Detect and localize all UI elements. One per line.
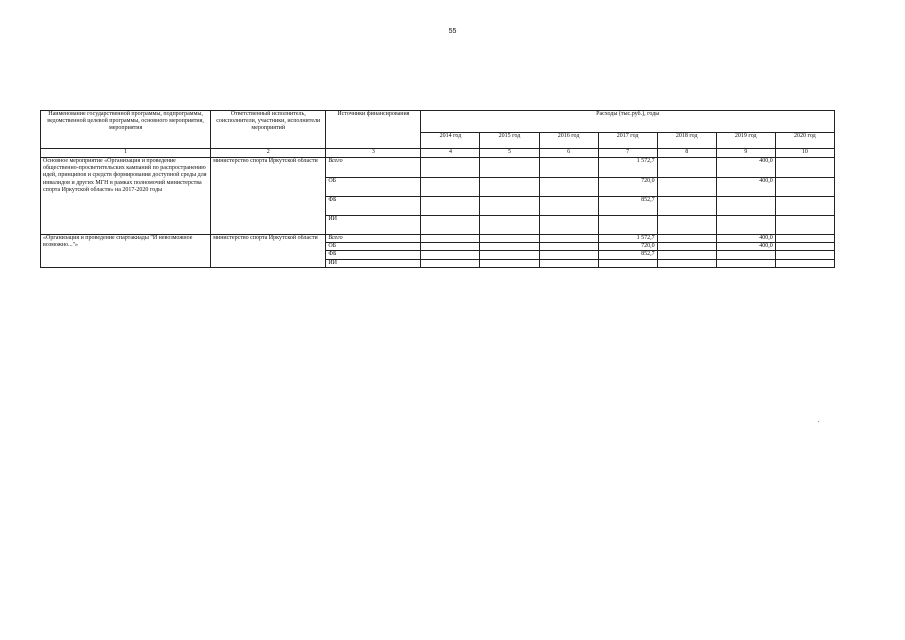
amount-cell: [421, 197, 480, 216]
amount-cell: [480, 251, 539, 259]
amount-cell: [421, 216, 480, 235]
table-row: [41, 235, 835, 243]
amount-cell: [716, 216, 775, 235]
amount-cell: [716, 251, 775, 259]
amount-cell: [775, 243, 834, 251]
amount-cell: 720,0: [598, 243, 657, 251]
amount-cell: [775, 197, 834, 216]
source-cell: ОБ: [326, 178, 421, 197]
table-row: [41, 158, 835, 178]
page-number: 55: [448, 28, 457, 35]
header-year: 2018 год: [657, 133, 716, 149]
amount-cell: [480, 259, 539, 267]
amount-cell: [421, 178, 480, 197]
column-number: 6: [539, 149, 598, 158]
source-cell: ФБ: [326, 251, 421, 259]
amount-cell: [657, 259, 716, 267]
source-cell: Всего: [326, 235, 421, 243]
amount-cell: [480, 243, 539, 251]
amount-cell: [480, 197, 539, 216]
amount-cell: [539, 251, 598, 259]
amount-cell: [775, 178, 834, 197]
header-year: 2019 год: [716, 133, 775, 149]
source-cell: ФБ: [326, 197, 421, 216]
scan-speck: [818, 421, 819, 422]
budget-table: [40, 110, 835, 268]
source-cell: ИИ: [326, 259, 421, 267]
amount-cell: 400,0: [716, 158, 775, 178]
amount-cell: [775, 235, 834, 243]
column-number: 2: [211, 149, 326, 158]
amount-cell: [480, 178, 539, 197]
amount-cell: 400,0: [716, 235, 775, 243]
header-year: 2014 год: [421, 133, 480, 149]
column-number: 1: [41, 149, 211, 158]
column-number: 5: [480, 149, 539, 158]
amount-cell: [539, 235, 598, 243]
amount-cell: [657, 158, 716, 178]
executor-cell: министерство спорта Иркутской области: [211, 235, 326, 268]
column-numbers-row: [41, 149, 835, 158]
header-row: [41, 111, 835, 133]
amount-cell: 720,0: [598, 178, 657, 197]
source-cell: ИИ: [326, 216, 421, 235]
amount-cell: [480, 158, 539, 178]
header-year: 2016 год: [539, 133, 598, 149]
column-number: 8: [657, 149, 716, 158]
header-expenses: Расходы (тыс.руб.), годы: [421, 111, 835, 133]
amount-cell: [539, 158, 598, 178]
column-number: 4: [421, 149, 480, 158]
amount-cell: [539, 259, 598, 267]
amount-cell: [421, 158, 480, 178]
header-executor: Ответственный исполнитель, соисполнители, участники, исполнители мероприятий: [211, 111, 326, 149]
amount-cell: [539, 197, 598, 216]
program-name-cell: Основное мероприятие «Организация и проведение общественно-просветительских кампаний по распространению идей, принципов и средств формирования доступной среды для инвалидов и других МГН в рамках полномочий министерства спорта Иркутской области» на 2017-2020 годы: [41, 158, 211, 235]
header-source: Источники финансирования: [326, 111, 421, 149]
header-year: 2020 год: [775, 133, 834, 149]
column-number: 9: [716, 149, 775, 158]
amount-cell: [598, 259, 657, 267]
amount-cell: [657, 216, 716, 235]
amount-cell: 852,7: [598, 197, 657, 216]
program-name-cell: «Организация и проведение спартакиады "И невозможное возможно..."»: [41, 235, 211, 268]
amount-cell: [480, 235, 539, 243]
amount-cell: [657, 178, 716, 197]
source-cell: Всего: [326, 158, 421, 178]
header-name: Наименование государственной программы, подпрограммы, ведомственной целевой программы, основного мероприятия, мероприятия: [41, 111, 211, 149]
amount-cell: 852,7: [598, 251, 657, 259]
amount-cell: [539, 178, 598, 197]
amount-cell: [775, 251, 834, 259]
amount-cell: 1 572,7: [598, 235, 657, 243]
amount-cell: [421, 251, 480, 259]
amount-cell: [775, 259, 834, 267]
amount-cell: 1 572,7: [598, 158, 657, 178]
amount-cell: [657, 235, 716, 243]
source-cell: ОБ: [326, 243, 421, 251]
amount-cell: [421, 235, 480, 243]
amount-cell: [657, 251, 716, 259]
amount-cell: [598, 216, 657, 235]
column-number: 3: [326, 149, 421, 158]
amount-cell: [775, 158, 834, 178]
amount-cell: 400,0: [716, 178, 775, 197]
column-number: 10: [775, 149, 834, 158]
amount-cell: [421, 243, 480, 251]
header-year: 2015 год: [480, 133, 539, 149]
amount-cell: [539, 216, 598, 235]
amount-cell: [421, 259, 480, 267]
amount-cell: [716, 197, 775, 216]
amount-cell: [716, 259, 775, 267]
amount-cell: [539, 243, 598, 251]
amount-cell: [775, 216, 834, 235]
column-number: 7: [598, 149, 657, 158]
amount-cell: [657, 197, 716, 216]
amount-cell: [480, 216, 539, 235]
header-year: 2017 год: [598, 133, 657, 149]
amount-cell: [657, 243, 716, 251]
amount-cell: 400,0: [716, 243, 775, 251]
executor-cell: министерство спорта Иркутской области: [211, 158, 326, 235]
